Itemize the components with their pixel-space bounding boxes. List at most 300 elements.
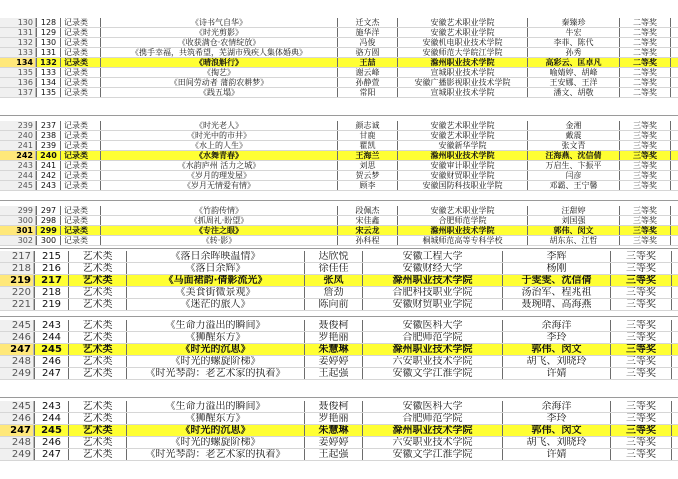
author-name-cell: 王起强 <box>304 368 362 379</box>
work-title-cell: 《时光的螺旋阶梯》 <box>126 437 304 448</box>
work-title-cell: 《生命力溢出的瞬间》 <box>126 401 304 412</box>
category-cell: 记录类 <box>60 58 100 67</box>
award-level-cell: 三等奖 <box>610 425 672 436</box>
work-title-cell: 《时光琴韵：老艺术家的执着》 <box>126 449 304 460</box>
award-table-block <box>0 320 678 380</box>
row-number-cell[interactable]: 300 <box>0 216 36 225</box>
school-name-cell: 滁州职业技术学院 <box>397 151 527 160</box>
work-title-cell: 《时光老人》 <box>100 121 337 130</box>
advisor-name-cell: 万启生、卞振平 <box>527 161 619 170</box>
row-number-cell[interactable]: 130 <box>0 18 36 27</box>
author-name-cell: 顾李 <box>337 181 397 190</box>
row-number-cell[interactable]: 249 <box>0 449 34 460</box>
work-title-cell: 《专注之眼》 <box>100 226 337 235</box>
row-number-cell[interactable]: 245 <box>0 401 34 412</box>
entry-number-cell: 245 <box>34 344 68 355</box>
work-title-cell: 《狮醒东方》 <box>126 332 304 343</box>
award-level-cell: 三等奖 <box>610 344 672 355</box>
school-name-cell: 宣城职业技术学院 <box>397 68 527 77</box>
school-name-cell: 安徽师范大学皖江学院 <box>397 48 527 57</box>
author-name-cell: 罗艳丽 <box>304 332 362 343</box>
category-cell: 艺术类 <box>68 263 126 274</box>
row-number-cell[interactable]: 221 <box>0 299 34 310</box>
category-cell: 艺术类 <box>68 299 126 310</box>
row-number-cell[interactable]: 133 <box>0 48 36 57</box>
table-row <box>0 216 678 226</box>
award-level-cell: 三等奖 <box>619 226 671 235</box>
school-name-cell: 滁州职业技术学院 <box>397 58 527 67</box>
category-cell: 记录类 <box>60 78 100 87</box>
advisor-name-cell: 王安娜、王洋 <box>527 78 619 87</box>
category-cell: 艺术类 <box>68 287 126 298</box>
category-cell: 记录类 <box>60 48 100 57</box>
author-name-cell: 谢云峰 <box>337 68 397 77</box>
work-title-cell: 《狮醒东方》 <box>126 413 304 424</box>
advisor-name-cell: 李辉 <box>502 251 610 262</box>
work-title-cell: 《收获满仓·农情绽放》 <box>100 38 337 47</box>
author-name-cell: 孙科程 <box>337 236 397 245</box>
entry-number-cell: 135 <box>36 88 60 97</box>
work-title-cell: 《携手幸福，共筑希望，芜湖市残疾人集体婚典》 <box>100 48 337 57</box>
advisor-name-cell: 于雯雯、沈信倩 <box>502 275 610 286</box>
school-name-cell: 合肥师范学院 <box>397 216 527 225</box>
author-name-cell: 刘思 <box>337 161 397 170</box>
author-name-cell: 孙静萱 <box>337 78 397 87</box>
category-cell: 记录类 <box>60 226 100 235</box>
block-separator <box>0 200 678 201</box>
entry-number-cell: 215 <box>34 251 68 262</box>
author-name-cell: 陈向前 <box>304 299 362 310</box>
entry-number-cell: 128 <box>36 18 60 27</box>
entry-number-cell: 242 <box>36 171 60 180</box>
work-title-cell: 《时光琴韵：老艺术家的执着》 <box>126 368 304 379</box>
row-number-cell[interactable]: 245 <box>0 320 34 331</box>
category-cell: 记录类 <box>60 151 100 160</box>
award-level-cell: 三等奖 <box>619 161 671 170</box>
category-cell: 艺术类 <box>68 413 126 424</box>
table-row <box>0 356 678 368</box>
entry-number-cell: 134 <box>36 78 60 87</box>
row-number-cell[interactable]: 301 <box>0 226 36 235</box>
advisor-name-cell: 郭伟、闵文 <box>527 226 619 235</box>
school-name-cell: 安徽工程大学 <box>362 251 502 262</box>
work-title-cell: 《生命力溢出的瞬间》 <box>126 320 304 331</box>
school-name-cell: 安徽艺术职业学院 <box>397 206 527 215</box>
row-number-cell[interactable]: 246 <box>0 413 34 424</box>
school-name-cell: 合肥师范学院 <box>362 413 502 424</box>
table-row <box>0 449 678 461</box>
award-level-cell: 三等奖 <box>619 206 671 215</box>
award-level-cell: 三等奖 <box>610 356 672 367</box>
category-cell: 记录类 <box>60 38 100 47</box>
row-number-cell[interactable]: 220 <box>0 287 34 298</box>
award-level-cell: 三等奖 <box>610 320 672 331</box>
entry-number-cell: 217 <box>34 275 68 286</box>
award-table-block <box>0 206 678 246</box>
award-level-cell: 二等奖 <box>619 58 671 67</box>
work-title-cell: 《岁月的理发屋》 <box>100 171 337 180</box>
table-row <box>0 88 678 98</box>
category-cell: 记录类 <box>60 28 100 37</box>
award-level-cell: 二等奖 <box>619 68 671 77</box>
entry-number-cell: 131 <box>36 48 60 57</box>
work-title-cell: 《掏艺》 <box>100 68 337 77</box>
category-cell: 记录类 <box>60 161 100 170</box>
entry-number-cell: 238 <box>36 131 60 140</box>
author-name-cell: 段佩杰 <box>337 206 397 215</box>
advisor-name-cell: 金湘 <box>527 121 619 130</box>
category-cell: 艺术类 <box>68 449 126 460</box>
entry-number-cell: 132 <box>36 58 60 67</box>
category-cell: 记录类 <box>60 181 100 190</box>
category-cell: 艺术类 <box>68 251 126 262</box>
author-name-cell: 宋云龙 <box>337 226 397 235</box>
work-title-cell: 《水上的人生》 <box>100 141 337 150</box>
school-name-cell: 安徽国防科技职业学院 <box>397 181 527 190</box>
school-name-cell: 安徽医科大学 <box>362 320 502 331</box>
advisor-name-cell: 刘国强 <box>527 216 619 225</box>
entry-number-cell: 243 <box>34 320 68 331</box>
school-name-cell: 安徽文学江淮学院 <box>362 449 502 460</box>
work-title-cell: 《岁月无情爱有情》 <box>100 181 337 190</box>
award-table-block <box>0 251 678 311</box>
row-number-cell[interactable]: 247 <box>0 425 34 436</box>
advisor-name-cell: 孙秀 <box>527 48 619 57</box>
author-name-cell: 徐佳佳 <box>304 263 362 274</box>
table-row <box>0 401 678 413</box>
row-number-cell[interactable]: 134 <box>0 58 36 67</box>
advisor-name-cell: 高彩云、匡卓凡 <box>527 58 619 67</box>
author-name-cell: 王起强 <box>304 449 362 460</box>
entry-number-cell: 244 <box>34 413 68 424</box>
work-title-cell: 《水韵庐州 活力之城》 <box>100 161 337 170</box>
entry-number-cell: 237 <box>36 121 60 130</box>
award-level-cell: 二等奖 <box>619 88 671 97</box>
author-name-cell: 姜婷婷 <box>304 437 362 448</box>
highlighted-table-row <box>0 275 678 287</box>
table-row <box>0 141 678 151</box>
school-name-cell: 安徽财经大学 <box>362 263 502 274</box>
advisor-name-cell: 潘文、胡敬 <box>527 88 619 97</box>
award-level-cell: 三等奖 <box>619 216 671 225</box>
work-title-cell: 《抓周礼·盼望》 <box>100 216 337 225</box>
award-level-cell: 三等奖 <box>610 413 672 424</box>
table-row <box>0 48 678 58</box>
entry-number-cell: 247 <box>34 449 68 460</box>
school-name-cell: 宣城职业技术学院 <box>397 88 527 97</box>
school-name-cell: 安徽艺术职业学院 <box>397 28 527 37</box>
school-name-cell: 合肥科技职业学院 <box>362 287 502 298</box>
author-name-cell: 朱慧琳 <box>304 344 362 355</box>
author-name-cell: 颜志诚 <box>337 121 397 130</box>
entry-number-cell: 247 <box>34 368 68 379</box>
author-name-cell: 聂俊柯 <box>304 320 362 331</box>
row-number-cell[interactable]: 217 <box>0 251 34 262</box>
work-title-cell: 《时光剪影》 <box>100 28 337 37</box>
category-cell: 艺术类 <box>68 320 126 331</box>
category-cell: 记录类 <box>60 216 100 225</box>
row-number-cell[interactable]: 248 <box>0 437 34 448</box>
advisor-name-cell: 胡飞、刘晓玲 <box>502 437 610 448</box>
advisor-name-cell: 郭伟、闵文 <box>502 425 610 436</box>
work-title-cell: 《时光中的市井》 <box>100 131 337 140</box>
table-row <box>0 68 678 78</box>
award-level-cell: 三等奖 <box>619 151 671 160</box>
category-cell: 记录类 <box>60 171 100 180</box>
category-cell: 艺术类 <box>68 332 126 343</box>
table-row <box>0 236 678 246</box>
table-row <box>0 78 678 88</box>
work-title-cell: 《诗书气自华》 <box>100 18 337 27</box>
work-title-cell: 《晴浪斛行》 <box>100 58 337 67</box>
author-name-cell: 瞿凯 <box>337 141 397 150</box>
award-level-cell: 二等奖 <box>619 18 671 27</box>
entry-number-cell: 297 <box>36 206 60 215</box>
author-name-cell: 达欣悦 <box>304 251 362 262</box>
work-title-cell: 《马面裙韵·倩影流光》 <box>126 275 304 286</box>
advisor-name-cell: 张文青 <box>527 141 619 150</box>
school-name-cell: 安徽财贸职业学院 <box>362 299 502 310</box>
highlighted-table-row <box>0 58 678 68</box>
block-separator <box>0 397 678 398</box>
table-row <box>0 181 678 191</box>
author-name-cell: 甘鹿 <box>337 131 397 140</box>
highlighted-table-row <box>0 344 678 356</box>
award-level-cell: 三等奖 <box>619 121 671 130</box>
school-name-cell: 合肥师范学院 <box>362 332 502 343</box>
entry-number-cell: 300 <box>36 236 60 245</box>
award-level-cell: 三等奖 <box>619 131 671 140</box>
row-number-cell[interactable]: 299 <box>0 206 36 215</box>
category-cell: 记录类 <box>60 141 100 150</box>
award-table-block <box>0 401 678 461</box>
table-row <box>0 131 678 141</box>
category-cell: 艺术类 <box>68 275 126 286</box>
advisor-name-cell: 戴震 <box>527 131 619 140</box>
award-table-block <box>0 121 678 191</box>
school-name-cell: 桐城师范高等专科学校 <box>397 236 527 245</box>
author-name-cell: 王喆 <box>337 58 397 67</box>
advisor-name-cell: 郭伟、闵文 <box>502 344 610 355</box>
author-name-cell: 冯俊 <box>337 38 397 47</box>
table-row <box>0 251 678 263</box>
award-level-cell: 三等奖 <box>610 263 672 274</box>
entry-number-cell: 130 <box>36 38 60 47</box>
table-row <box>0 437 678 449</box>
school-name-cell: 滁州职业技术学院 <box>397 226 527 235</box>
table-row <box>0 28 678 38</box>
award-level-cell: 三等奖 <box>610 449 672 460</box>
work-title-cell: 《落日余晖映温情》 <box>126 251 304 262</box>
advisor-name-cell: 李菲、陈代 <box>527 38 619 47</box>
table-row <box>0 299 678 311</box>
category-cell: 记录类 <box>60 206 100 215</box>
work-title-cell: 《落日余辉》 <box>126 263 304 274</box>
author-name-cell: 罗艳丽 <box>304 413 362 424</box>
school-name-cell: 安徽医科大学 <box>362 401 502 412</box>
entry-number-cell: 241 <box>36 161 60 170</box>
row-number-cell[interactable]: 247 <box>0 344 34 355</box>
entry-number-cell: 246 <box>34 437 68 448</box>
row-number-cell[interactable]: 249 <box>0 368 34 379</box>
work-title-cell: 《转·影》 <box>100 236 337 245</box>
row-number-cell[interactable]: 248 <box>0 356 34 367</box>
advisor-name-cell: 汤治军、程兆祖 <box>502 287 610 298</box>
award-level-cell: 三等奖 <box>610 287 672 298</box>
row-number-cell[interactable]: 219 <box>0 275 34 286</box>
award-level-cell: 三等奖 <box>619 181 671 190</box>
school-name-cell: 滁州职业技术学院 <box>362 344 502 355</box>
award-level-cell: 三等奖 <box>610 368 672 379</box>
row-number-cell[interactable]: 246 <box>0 332 34 343</box>
advisor-name-cell: 胡飞、刘晓玲 <box>502 356 610 367</box>
school-name-cell: 安徽艺术职业学院 <box>397 121 527 130</box>
award-level-cell: 三等奖 <box>619 141 671 150</box>
school-name-cell: 滁州职业技术学院 <box>362 275 502 286</box>
row-number-cell[interactable]: 302 <box>0 236 36 245</box>
school-name-cell: 安徽艺术职业学院 <box>397 131 527 140</box>
table-row <box>0 320 678 332</box>
award-level-cell: 三等奖 <box>610 299 672 310</box>
row-number-cell[interactable]: 136 <box>0 78 36 87</box>
work-title-cell: 《美食街微景观》 <box>126 287 304 298</box>
entry-number-cell: 129 <box>36 28 60 37</box>
table-row <box>0 206 678 216</box>
row-number-cell[interactable]: 239 <box>0 121 36 130</box>
work-title-cell: 《时光的沉思》 <box>126 425 304 436</box>
school-name-cell: 六安职业技术学院 <box>362 437 502 448</box>
entry-number-cell: 245 <box>34 425 68 436</box>
category-cell: 记录类 <box>60 18 100 27</box>
advisor-name-cell: 邓霸、王宁馨 <box>527 181 619 190</box>
author-name-cell: 朱慧琳 <box>304 425 362 436</box>
advisor-name-cell: 聂琬晴、高海燕 <box>502 299 610 310</box>
advisor-name-cell: 许婧 <box>502 449 610 460</box>
work-title-cell: 《践五塌》 <box>100 88 337 97</box>
work-title-cell: 《迷茫的旅人》 <box>126 299 304 310</box>
entry-number-cell: 216 <box>34 263 68 274</box>
entry-number-cell: 239 <box>36 141 60 150</box>
table-row <box>0 413 678 425</box>
category-cell: 记录类 <box>60 131 100 140</box>
advisor-name-cell: 牛宏 <box>527 28 619 37</box>
row-number-cell[interactable]: 135 <box>0 68 36 77</box>
author-name-cell: 王海兰 <box>337 151 397 160</box>
row-number-cell[interactable]: 132 <box>0 38 36 47</box>
work-title-cell: 《时光的螺旋阶梯》 <box>126 356 304 367</box>
entry-number-cell: 298 <box>36 216 60 225</box>
advisor-name-cell: 许婧 <box>502 368 610 379</box>
category-cell: 艺术类 <box>68 437 126 448</box>
author-name-cell: 聂俊柯 <box>304 401 362 412</box>
row-number-cell[interactable]: 241 <box>0 141 36 150</box>
advisor-name-cell: 汪海燕、沈信倩 <box>527 151 619 160</box>
award-level-cell: 三等奖 <box>610 251 672 262</box>
row-number-cell[interactable]: 242 <box>0 151 36 160</box>
school-name-cell: 安徽艺术职业学院 <box>397 18 527 27</box>
school-name-cell: 安徽新华学院 <box>397 141 527 150</box>
row-number-cell[interactable]: 240 <box>0 131 36 140</box>
author-name-cell: 骆方圆 <box>337 48 397 57</box>
author-name-cell: 姜婷婷 <box>304 356 362 367</box>
work-title-cell: 《时光的沉思》 <box>126 344 304 355</box>
block-separator <box>0 316 678 317</box>
advisor-name-cell: 汪甜婷 <box>527 206 619 215</box>
author-name-cell: 迁文杰 <box>337 18 397 27</box>
award-level-cell: 二等奖 <box>619 28 671 37</box>
award-level-cell: 三等奖 <box>610 401 672 412</box>
row-number-cell[interactable]: 137 <box>0 88 36 97</box>
award-level-cell: 三等奖 <box>610 332 672 343</box>
category-cell: 记录类 <box>60 88 100 97</box>
row-number-cell[interactable]: 244 <box>0 171 36 180</box>
highlighted-table-row <box>0 151 678 161</box>
row-number-cell[interactable]: 245 <box>0 181 36 190</box>
block-separator <box>0 248 678 249</box>
row-number-cell[interactable]: 243 <box>0 161 36 170</box>
award-level-cell: 三等奖 <box>610 437 672 448</box>
school-name-cell: 六安职业技术学院 <box>362 356 502 367</box>
author-name-cell: 张凤 <box>304 275 362 286</box>
advisor-name-cell: 胡东东、江哲 <box>527 236 619 245</box>
table-row <box>0 38 678 48</box>
entry-number-cell: 243 <box>34 401 68 412</box>
category-cell: 记录类 <box>60 121 100 130</box>
award-level-cell: 三等奖 <box>619 171 671 180</box>
advisor-name-cell: 喻婧婷、胡峰 <box>527 68 619 77</box>
block-separator <box>0 115 678 116</box>
school-name-cell: 安徽财贸职业学院 <box>397 171 527 180</box>
award-level-cell: 二等奖 <box>619 48 671 57</box>
entry-number-cell: 133 <box>36 68 60 77</box>
advisor-name-cell: 李玲 <box>502 413 610 424</box>
author-name-cell: 常阳 <box>337 88 397 97</box>
category-cell: 艺术类 <box>68 356 126 367</box>
table-row <box>0 332 678 344</box>
advisor-name-cell: 闫彦 <box>527 171 619 180</box>
award-level-cell: 二等奖 <box>619 38 671 47</box>
school-name-cell: 安徽机电职业技术学院 <box>397 38 527 47</box>
advisor-name-cell: 杨刚 <box>502 263 610 274</box>
advisor-name-cell: 秦臻珍 <box>527 18 619 27</box>
table-row <box>0 368 678 380</box>
author-name-cell: 贺云梦 <box>337 171 397 180</box>
school-name-cell: 安徽审计职业学院 <box>397 161 527 170</box>
school-name-cell: 安徽文学江淮学院 <box>362 368 502 379</box>
advisor-name-cell: 李玲 <box>502 332 610 343</box>
category-cell: 艺术类 <box>68 401 126 412</box>
entry-number-cell: 299 <box>36 226 60 235</box>
category-cell: 艺术类 <box>68 344 126 355</box>
entry-number-cell: 244 <box>34 332 68 343</box>
table-row <box>0 18 678 28</box>
school-name-cell: 滁州职业技术学院 <box>362 425 502 436</box>
table-row <box>0 263 678 275</box>
entry-number-cell: 218 <box>34 287 68 298</box>
highlighted-table-row <box>0 226 678 236</box>
work-title-cell: 《水舞青春》 <box>100 151 337 160</box>
table-row <box>0 171 678 181</box>
award-table-block <box>0 18 678 98</box>
category-cell: 记录类 <box>60 236 100 245</box>
row-number-cell[interactable]: 131 <box>0 28 36 37</box>
category-cell: 记录类 <box>60 68 100 77</box>
entry-number-cell: 246 <box>34 356 68 367</box>
award-level-cell: 三等奖 <box>610 275 672 286</box>
work-title-cell: 《竹韵传情》 <box>100 206 337 215</box>
row-number-cell[interactable]: 218 <box>0 263 34 274</box>
author-name-cell: 詹劲 <box>304 287 362 298</box>
